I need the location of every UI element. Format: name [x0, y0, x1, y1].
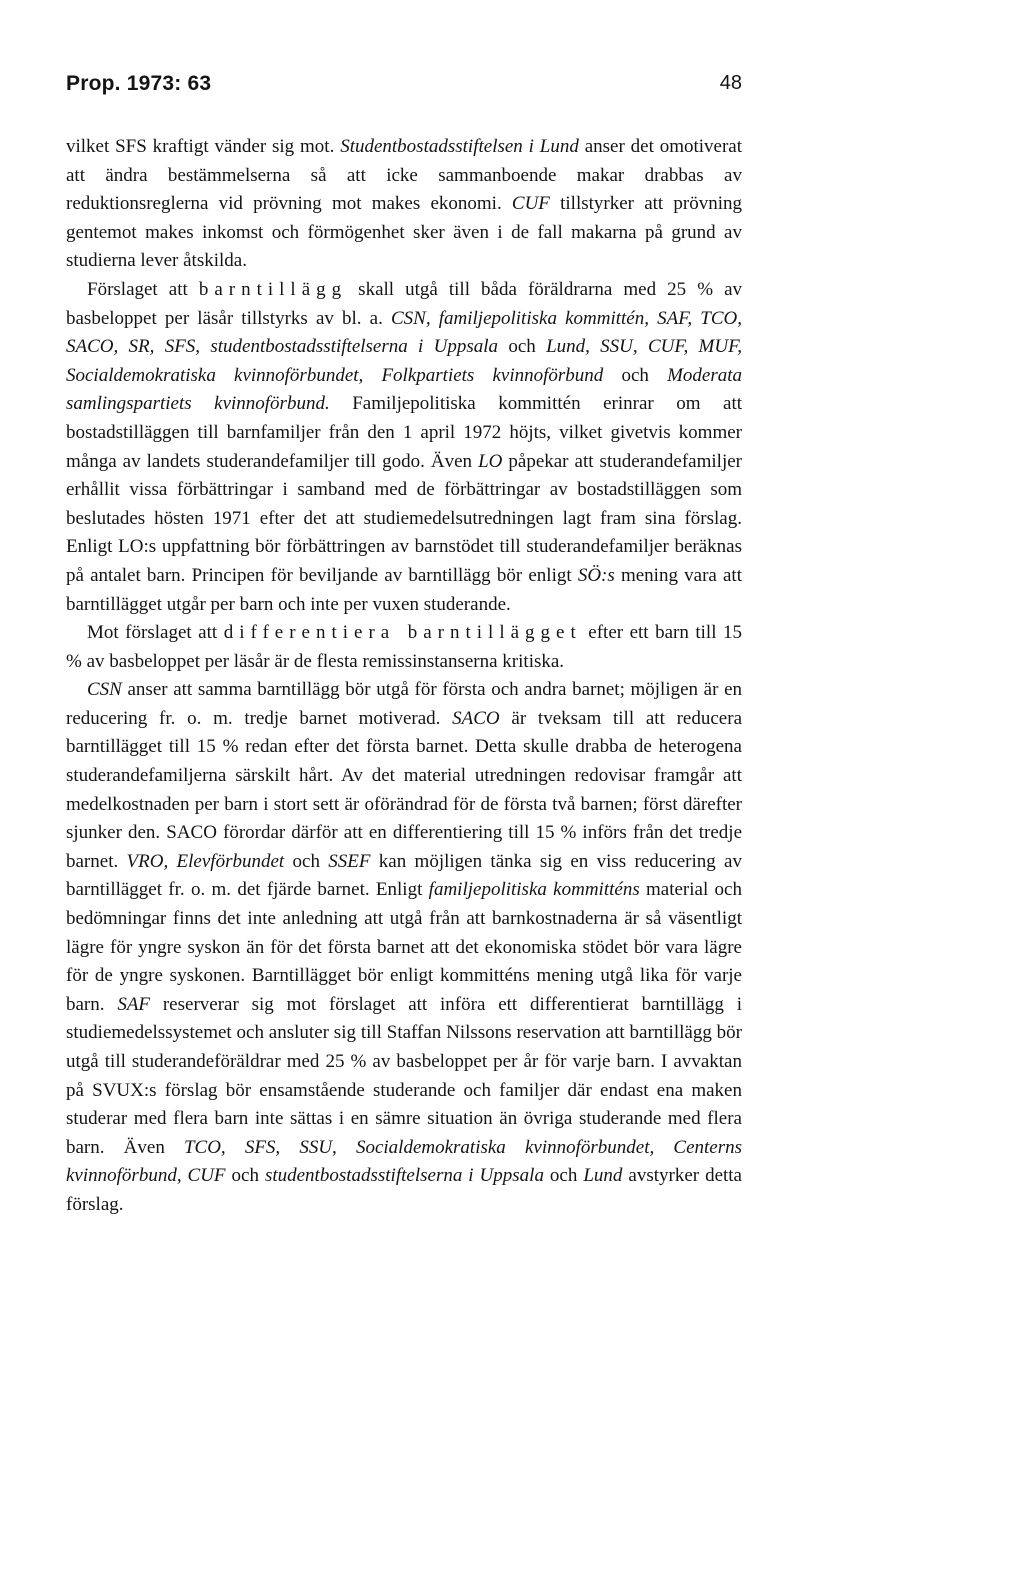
spaced-run: barntillägg — [198, 278, 348, 300]
italic-run: LO — [478, 450, 503, 472]
text-run: anser det omotiverat att ändra bestämmelserna så att icke sammanboende makar drabbas av reduktionsreglerna vid prövning mot makes ekonomi. — [66, 136, 743, 215]
text-run: efter ett barn till 15 % av basbeloppet per läsår är de flesta remissinstanserna kritiska. — [66, 622, 743, 672]
italic-run: SSEF — [328, 850, 371, 872]
italic-run: studentbostadsstiftelserna i Uppsala — [264, 1165, 544, 1187]
paragraph — [66, 676, 742, 1219]
italic-run: Studentbostadsstiftelsen i Lund — [340, 136, 579, 157]
italic-run: Lund — [583, 1165, 623, 1187]
text-run: skall utgå till båda föräldrarna med 25 % av basbeloppet per läsår tillstyrks av bl. a. — [66, 278, 743, 329]
page-number: 48 — [719, 72, 742, 94]
italic-run: TCO, SFS, SSU, Socialdemokratiska kvinnoförbundet, Centerns kvinnoförbund, CUF — [66, 1136, 742, 1187]
text-run: vilket SFS kraftigt vänder sig mot. — [66, 136, 341, 157]
text-run: och — [603, 364, 668, 386]
text-run: tillstyrker att prövning gentemot makes inkomst och förmögenhet sker även i de fall makarna på grund av studierna lever åtskilda. — [66, 193, 742, 272]
paragraph — [66, 276, 742, 619]
text-run: och — [284, 850, 329, 872]
text-run: påpekar att studerandefamiljer erhållit vissa förbättringar i samband med de förbättringar av bostadstilläggen som beslutades hösten 1971 efter det att studiemedelsutredningen lagt fram sina förslag. Enligt LO:s uppfattning bör förbättringen av barnstödet till studerandefamiljer beräknas på antalet barn. Principen för beviljande av barntillägg bör enligt — [66, 450, 742, 586]
body-text — [66, 133, 742, 1220]
paragraph — [66, 619, 742, 676]
running-head: Prop. 1973: 63 — [66, 72, 212, 95]
text-run: mening vara att barntillägget utgår per barn och inte per vuxen studerande. — [66, 564, 742, 615]
text-run: avstyrker detta förslag. — [66, 1165, 742, 1215]
italic-run: CSN — [87, 679, 122, 701]
text-run: och — [225, 1165, 265, 1187]
text-run: reserverar sig mot förslaget att införa ett differentierat barntillägg i studiemedelssystemet och ansluter sig till Staffan Nilssons reservation att barntillägg bör utgå till studerandeföräldrar med 25 % av basbeloppet per år för varje barn. I avvaktan på SVUX:s förslag bör ensamstående studerande och familjer där endast ena maken studerar med flera barn inte sättas i en sämre situation än övriga studerande med flera barn. Även — [66, 993, 743, 1158]
text-run: anser att samma barntillägg bör utgå för första och andra barnet; möjligen är en reducering fr. o. m. tredje barnet motiverad. — [66, 679, 742, 729]
italic-run: SAF — [117, 993, 151, 1015]
italic-run: SACO — [452, 707, 500, 729]
paragraph — [66, 133, 742, 276]
text-run: kan möjligen tänka sig en viss reducering av barntillägget fr. o. m. det fjärde barnet. Enligt — [66, 850, 742, 901]
text-run: Familjepolitiska kommittén erinrar om att bostadstilläggen till barnfamiljer från den 1 april 1972 höjts, vilket givetvis kommer många av landets studerandefamiljer till godo. Även — [66, 393, 742, 472]
text-run: och — [543, 1165, 584, 1187]
spaced-run: differentiera barntillägget — [223, 622, 582, 644]
italic-run: familjepolitiska kommitténs — [428, 879, 640, 901]
italic-run: SÖ:s — [577, 564, 615, 586]
text-run: material och bedömningar finns det inte anledning att utgå från att barnkostnaderna är så väsentligt lägre för yngre syskon än för det första barnet att det ekonomiska stödet bör vara lägre för de yngre syskonen. Barntillägget bör enligt kommitténs mening utgå lika för varje barn. — [66, 879, 742, 1015]
page-header — [66, 72, 742, 108]
text-run: och — [498, 336, 547, 358]
text-run: är tveksam till att reducera barntillägget till 15 % redan efter det första barnet. Detta skulle drabba de heterogena studerandefamiljerna särskilt hårt. Av det material utredningen redovisar framgår att medelkostnaden per barn i stort sett är oförändrad för de första två barnen; först därefter sjunker den. SACO förordar därför att en differentiering till 15 % införs från det tredje barnet. — [66, 707, 742, 872]
italic-run: VRO, Elevförbundet — [126, 850, 285, 872]
italic-run: Lund, SSU, CUF, MUF, Socialdemokratiska kvinnoförbundet, Folkpartiets kvinnoförbund — [66, 336, 743, 386]
italic-run: Moderata samlingspartiets kvinnoförbund. — [66, 364, 742, 415]
italic-run: CUF — [511, 193, 550, 215]
text-run: Förslaget att — [87, 278, 199, 300]
text-run: Mot förslaget att — [87, 622, 224, 644]
italic-run: CSN, familjepolitiska kommittén, SAF, TCO, SACO, SR, SFS, studentbostadsstiftelserna i Uppsala — [66, 307, 742, 358]
